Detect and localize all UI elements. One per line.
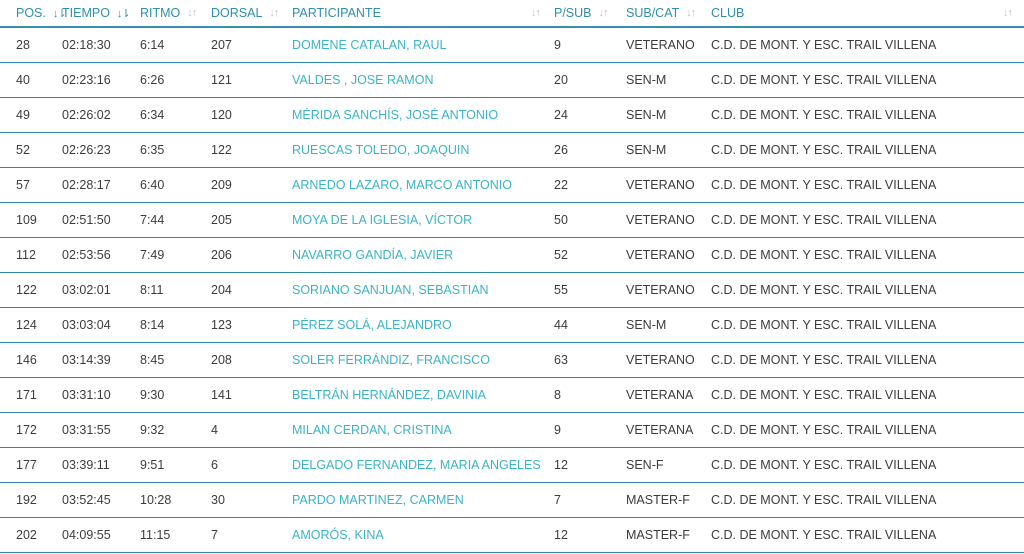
cell-pos: 49 [16, 108, 30, 122]
cell-psub: 9 [554, 423, 561, 437]
cell-psub: 8 [554, 388, 561, 402]
cell-club: C.D. DE MONT. Y ESC. TRAIL VILLENA [711, 38, 937, 52]
cell-club: C.D. DE MONT. Y ESC. TRAIL VILLENA [711, 143, 937, 157]
cell-time: 03:02:01 [62, 283, 111, 297]
cell-dorsal: 207 [211, 38, 232, 52]
cell-pace: 7:49 [140, 248, 165, 262]
cell-time: 02:28:17 [62, 178, 111, 192]
cell-time: 03:03:04 [62, 318, 111, 332]
cell-subcat: VETERANA [626, 423, 694, 437]
cell-psub: 44 [554, 318, 568, 332]
cell-time: 02:18:30 [62, 38, 111, 52]
cell-pace: 8:14 [140, 318, 165, 332]
table-row [0, 378, 1024, 413]
cell-subcat: SEN-M [626, 73, 667, 87]
cell-club: C.D. DE MONT. Y ESC. TRAIL VILLENA [711, 458, 937, 472]
cell-subcat: VETERANO [626, 38, 695, 52]
participant-link[interactable]: MILAN CERDAN, CRISTINA [292, 423, 452, 437]
cell-psub: 55 [554, 283, 568, 297]
table-row [0, 308, 1024, 343]
table-row [0, 168, 1024, 203]
column-header-subcat[interactable] [626, 6, 711, 20]
cell-dorsal: 141 [211, 388, 232, 402]
cell-time: 02:26:02 [62, 108, 111, 122]
cell-pace: 11:15 [140, 528, 171, 542]
cell-pos: 112 [16, 248, 36, 262]
participant-link[interactable]: RUESCAS TOLEDO, JOAQUIN [292, 143, 470, 157]
cell-club: C.D. DE MONT. Y ESC. TRAIL VILLENA [711, 283, 937, 297]
cell-club: C.D. DE MONT. Y ESC. TRAIL VILLENA [711, 73, 937, 87]
participant-link[interactable]: MÉRIDA SANCHÍS, JOSÉ ANTONIO [292, 108, 499, 122]
participant-link[interactable]: ARNEDO LAZARO, MARCO ANTONIO [292, 178, 512, 192]
column-header-dorsal[interactable] [211, 6, 292, 20]
table-header [0, 0, 1024, 28]
participant-link[interactable]: BELTRÁN HERNÁNDEZ, DAVINIA [292, 388, 487, 402]
participant-link[interactable]: PARDO MARTINEZ, CARMEN [292, 493, 464, 507]
column-header-label: CLUB [711, 6, 745, 20]
table-row [0, 273, 1024, 308]
cell-dorsal: 204 [211, 283, 232, 297]
cell-pos: 171 [16, 388, 37, 402]
cell-psub: 12 [554, 458, 568, 472]
cell-psub: 24 [554, 108, 568, 122]
cell-pos: 40 [16, 73, 30, 87]
cell-psub: 9 [554, 38, 561, 52]
cell-subcat: MASTER-F [626, 528, 690, 542]
cell-pace: 6:40 [140, 178, 165, 192]
cell-dorsal: 122 [211, 143, 232, 157]
cell-time: 02:53:56 [62, 248, 111, 262]
cell-pace: 6:35 [140, 143, 165, 157]
table-row [0, 448, 1024, 483]
cell-pos: 177 [16, 458, 37, 472]
cell-pace: 9:32 [140, 423, 165, 437]
cell-subcat: SEN-F [626, 458, 664, 472]
cell-subcat: SEN-M [626, 143, 667, 157]
cell-pace: 10:28 [140, 493, 172, 507]
cell-dorsal: 6 [211, 458, 218, 472]
column-header-time[interactable] [62, 6, 140, 20]
cell-pace: 6:14 [140, 38, 165, 52]
table-row [0, 133, 1024, 168]
cell-dorsal: 30 [211, 493, 225, 507]
cell-time: 04:09:55 [62, 528, 111, 542]
table-row [0, 28, 1024, 63]
cell-club: C.D. DE MONT. Y ESC. TRAIL VILLENA [711, 178, 937, 192]
cell-pace: 6:34 [140, 108, 165, 122]
table-row [0, 63, 1024, 98]
cell-subcat: VETERANO [626, 213, 695, 227]
cell-dorsal: 7 [211, 528, 218, 542]
cell-pos: 52 [16, 143, 30, 157]
cell-pos: 28 [16, 38, 30, 52]
cell-pace: 9:30 [140, 388, 165, 402]
cell-time: 03:31:10 [62, 388, 111, 402]
column-header-label: SUB/CAT [626, 6, 680, 20]
cell-subcat: VETERANO [626, 178, 695, 192]
cell-pace: 9:51 [140, 458, 165, 472]
participant-link[interactable]: MOYA DE LA IGLESIA, VÍCTOR [292, 213, 473, 227]
cell-club: C.D. DE MONT. Y ESC. TRAIL VILLENA [711, 423, 937, 437]
table-row [0, 238, 1024, 273]
cell-subcat: VETERANA [626, 388, 694, 402]
column-header-pos[interactable] [0, 6, 66, 20]
participant-link[interactable]: PÉREZ SOLÁ, ALEJANDRO [292, 318, 452, 332]
participant-link[interactable]: SOLER FERRÁNDIZ, FRANCISCO [292, 353, 490, 367]
cell-dorsal: 4 [211, 423, 218, 437]
cell-psub: 26 [554, 143, 568, 157]
cell-time: 02:23:16 [62, 73, 111, 87]
cell-psub: 22 [554, 178, 568, 192]
sort-icon[interactable]: ↓↑ [686, 7, 696, 19]
cell-psub: 52 [554, 248, 568, 262]
cell-subcat: SEN-M [626, 108, 667, 122]
sort-icon[interactable]: ↓↑ [1003, 7, 1012, 19]
cell-subcat: VETERANO [626, 353, 695, 367]
column-header-pace[interactable] [140, 6, 211, 20]
sort-icon[interactable]: ↓↑ [187, 7, 197, 19]
cell-subcat: VETERANO [626, 283, 695, 297]
cell-pace: 8:11 [140, 283, 164, 297]
participant-link[interactable]: DELGADO FERNANDEZ, MARIA ANGELES [292, 458, 541, 472]
cell-dorsal: 208 [211, 353, 232, 367]
column-header-label: TIEMPO [62, 6, 110, 20]
sort-desc-icon[interactable]: ↓⇂ [116, 7, 130, 20]
cell-club: C.D. DE MONT. Y ESC. TRAIL VILLENA [711, 108, 937, 122]
cell-pos: 122 [16, 283, 37, 297]
table-row [0, 518, 1024, 553]
cell-club: C.D. DE MONT. Y ESC. TRAIL VILLENA [711, 388, 937, 402]
column-header-label: PARTICIPANTE [292, 6, 381, 20]
cell-time: 03:52:45 [62, 493, 111, 507]
cell-subcat: SEN-M [626, 318, 667, 332]
table-row [0, 483, 1024, 518]
cell-pace: 7:44 [140, 213, 165, 227]
cell-club: C.D. DE MONT. Y ESC. TRAIL VILLENA [711, 213, 937, 227]
cell-time: 03:31:55 [62, 423, 111, 437]
cell-dorsal: 209 [211, 178, 232, 192]
column-header-label: P/SUB [554, 6, 592, 20]
participant-link[interactable]: NAVARRO GANDÍA, JAVIER [292, 248, 454, 262]
cell-pos: 172 [16, 423, 37, 437]
cell-pos: 109 [16, 213, 37, 227]
cell-dorsal: 120 [211, 108, 232, 122]
column-header-label: RITMO [140, 6, 181, 20]
cell-time: 03:14:39 [62, 353, 111, 367]
cell-psub: 50 [554, 213, 568, 227]
cell-club: C.D. DE MONT. Y ESC. TRAIL VILLENA [711, 248, 937, 262]
cell-pos: 202 [16, 528, 37, 542]
column-header-label: DORSAL [211, 6, 263, 20]
participant-link[interactable]: AMORÓS, KINA [292, 528, 384, 542]
sort-desc-icon[interactable]: ↓⇂ [52, 7, 66, 20]
cell-pos: 192 [16, 493, 37, 507]
table-body [0, 28, 1024, 553]
cell-time: 03:39:11 [62, 458, 110, 472]
table-row [0, 413, 1024, 448]
cell-pace: 8:45 [140, 353, 165, 367]
sort-icon[interactable]: ↓↑ [269, 7, 279, 19]
cell-club: C.D. DE MONT. Y ESC. TRAIL VILLENA [711, 528, 937, 542]
cell-club: C.D. DE MONT. Y ESC. TRAIL VILLENA [711, 493, 937, 507]
participant-link[interactable]: VALDES , JOSE RAMON [292, 73, 434, 87]
cell-pos: 124 [16, 318, 37, 332]
table-row [0, 98, 1024, 133]
cell-pos: 146 [16, 353, 37, 367]
cell-psub: 7 [554, 493, 561, 507]
column-header-psub[interactable] [554, 6, 626, 20]
column-header-label: POS. [16, 6, 46, 20]
cell-psub: 12 [554, 528, 568, 542]
cell-dorsal: 205 [211, 213, 232, 227]
cell-subcat: MASTER-F [626, 493, 690, 507]
cell-psub: 63 [554, 353, 568, 367]
cell-pace: 6:26 [140, 73, 165, 87]
column-header-participant[interactable] [292, 6, 554, 20]
table-row [0, 343, 1024, 378]
cell-club: C.D. DE MONT. Y ESC. TRAIL VILLENA [711, 353, 937, 367]
cell-dorsal: 206 [211, 248, 232, 262]
cell-pos: 57 [16, 178, 30, 192]
sort-icon[interactable]: ↓↑ [531, 7, 540, 19]
cell-dorsal: 121 [211, 73, 232, 87]
sort-icon[interactable]: ↓↑ [598, 7, 608, 19]
cell-time: 02:26:23 [62, 143, 111, 157]
cell-dorsal: 123 [211, 318, 232, 332]
participant-link[interactable]: DOMENE CATALAN, RAUL [292, 38, 447, 52]
cell-time: 02:51:50 [62, 213, 111, 227]
column-header-club[interactable] [711, 6, 1024, 20]
cell-psub: 20 [554, 73, 568, 87]
cell-club: C.D. DE MONT. Y ESC. TRAIL VILLENA [711, 318, 937, 332]
cell-subcat: VETERANO [626, 248, 695, 262]
table-row [0, 203, 1024, 238]
participant-link[interactable]: SORIANO SANJUAN, SEBASTIAN [292, 283, 489, 297]
